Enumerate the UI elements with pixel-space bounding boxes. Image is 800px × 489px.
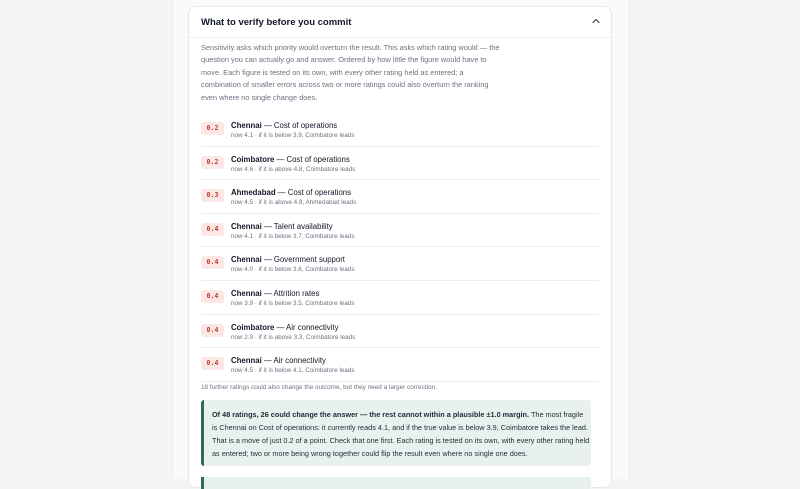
item-title xyxy=(231,255,345,264)
verify-panel-header[interactable] xyxy=(189,7,611,38)
summary-text xyxy=(212,408,590,460)
delta-badge: 0.4 xyxy=(201,223,224,236)
item-criterion: — Talent availability xyxy=(263,221,333,231)
item-title xyxy=(231,188,351,197)
item-title xyxy=(231,222,333,231)
item-criterion: — Air connectivity xyxy=(263,356,326,366)
delta-badge: 0.2 xyxy=(201,156,224,169)
list-item xyxy=(201,113,599,147)
delta-badge: 0.4 xyxy=(201,324,224,337)
page-background-left xyxy=(0,0,172,479)
item-detail: now 2.9 · if it is above 3.3, Coimbatore leads xyxy=(231,333,356,341)
item-title xyxy=(231,289,319,298)
verify-panel xyxy=(188,6,612,488)
delta-badge: 0.4 xyxy=(201,256,224,269)
item-detail: now 4.5 · if it is below 4.1, Coimbatore leads xyxy=(231,367,355,375)
item-location: Coimbatore xyxy=(231,154,275,164)
item-location: Chennai xyxy=(231,221,262,231)
list-item xyxy=(201,214,599,248)
chevron-up-icon[interactable] xyxy=(591,16,601,26)
list-item xyxy=(201,147,599,181)
item-title xyxy=(231,155,350,164)
item-title xyxy=(231,121,337,130)
item-detail: now 4.1 · if it is below 3.9, Coimbatore leads xyxy=(231,132,355,139)
delta-badge: 0.4 xyxy=(201,290,224,303)
verify-list xyxy=(201,113,599,382)
list-item xyxy=(201,315,599,349)
list-item xyxy=(201,348,599,382)
verify-panel-title: What to verify before you commit xyxy=(201,17,352,28)
page-background-right xyxy=(628,0,800,479)
delta-badge: 0.2 xyxy=(201,122,224,135)
summary-headline: Of 48 ratings, 26 could change the answer — the rest cannot within a plausible ±1.0 margin. xyxy=(212,410,530,419)
item-location: Chennai xyxy=(231,121,262,130)
item-detail: now 4.6 · if it is above 4.8, Coimbatore leads xyxy=(231,165,356,173)
item-location: Chennai xyxy=(231,356,262,366)
item-criterion: — Cost of operations xyxy=(277,188,352,198)
item-detail: now 4.0 · if it is below 3.6, Coimbatore leads xyxy=(231,266,355,274)
summary-callout xyxy=(201,400,591,466)
summary-body: The most fragile is Chennai on Cost of operations: it currently reads 4.1, and if the true value is below 3.9, Coimbatore takes the lead. That is a move of just 0.2 of a point. Check that one first. Each rating is tested on its own, with every other rating held as entered; two or more being wrong together could flip the result even where no single one does. xyxy=(212,410,590,458)
item-title xyxy=(231,356,326,365)
list-item xyxy=(201,180,599,214)
delta-badge: 0.3 xyxy=(201,189,224,202)
delta-badge: 0.4 xyxy=(201,357,224,370)
item-criterion: — Cost of operations xyxy=(276,154,350,164)
further-ratings-note: 18 further ratings could also change the outcome, but they need a larger correction. xyxy=(201,384,437,391)
list-item xyxy=(201,247,599,281)
item-location: Chennai xyxy=(231,288,262,298)
item-criterion: — Cost of operations xyxy=(263,121,338,130)
verify-intro-text: Sensitivity asks which priority would overturn the result. This asks which rating would — the question you can actually go and answer. Ordered by how little the figure would have to move. Each figure is tested on its own, with every other rating held as entered; a combination of smaller errors across two or more ratings could also overturn the ranking even where no single change does. xyxy=(201,43,500,102)
item-criterion: — Attrition rates xyxy=(263,288,320,298)
item-location: Coimbatore xyxy=(231,322,275,332)
item-location: Chennai xyxy=(231,255,262,265)
item-criterion: — Air connectivity xyxy=(276,322,339,332)
item-criterion: — Government support xyxy=(263,255,345,265)
item-detail: now 3.9 · if it is below 3.5, Coimbatore leads xyxy=(231,299,355,307)
item-location: Ahmedabad xyxy=(231,188,276,198)
item-title xyxy=(231,323,338,332)
list-item xyxy=(201,281,599,315)
item-detail: now 4.1 · if it is below 3.7, Coimbatore leads xyxy=(231,232,355,240)
item-detail: now 4.5 · if it is above 4.8, Ahmedabad leads xyxy=(231,199,357,207)
